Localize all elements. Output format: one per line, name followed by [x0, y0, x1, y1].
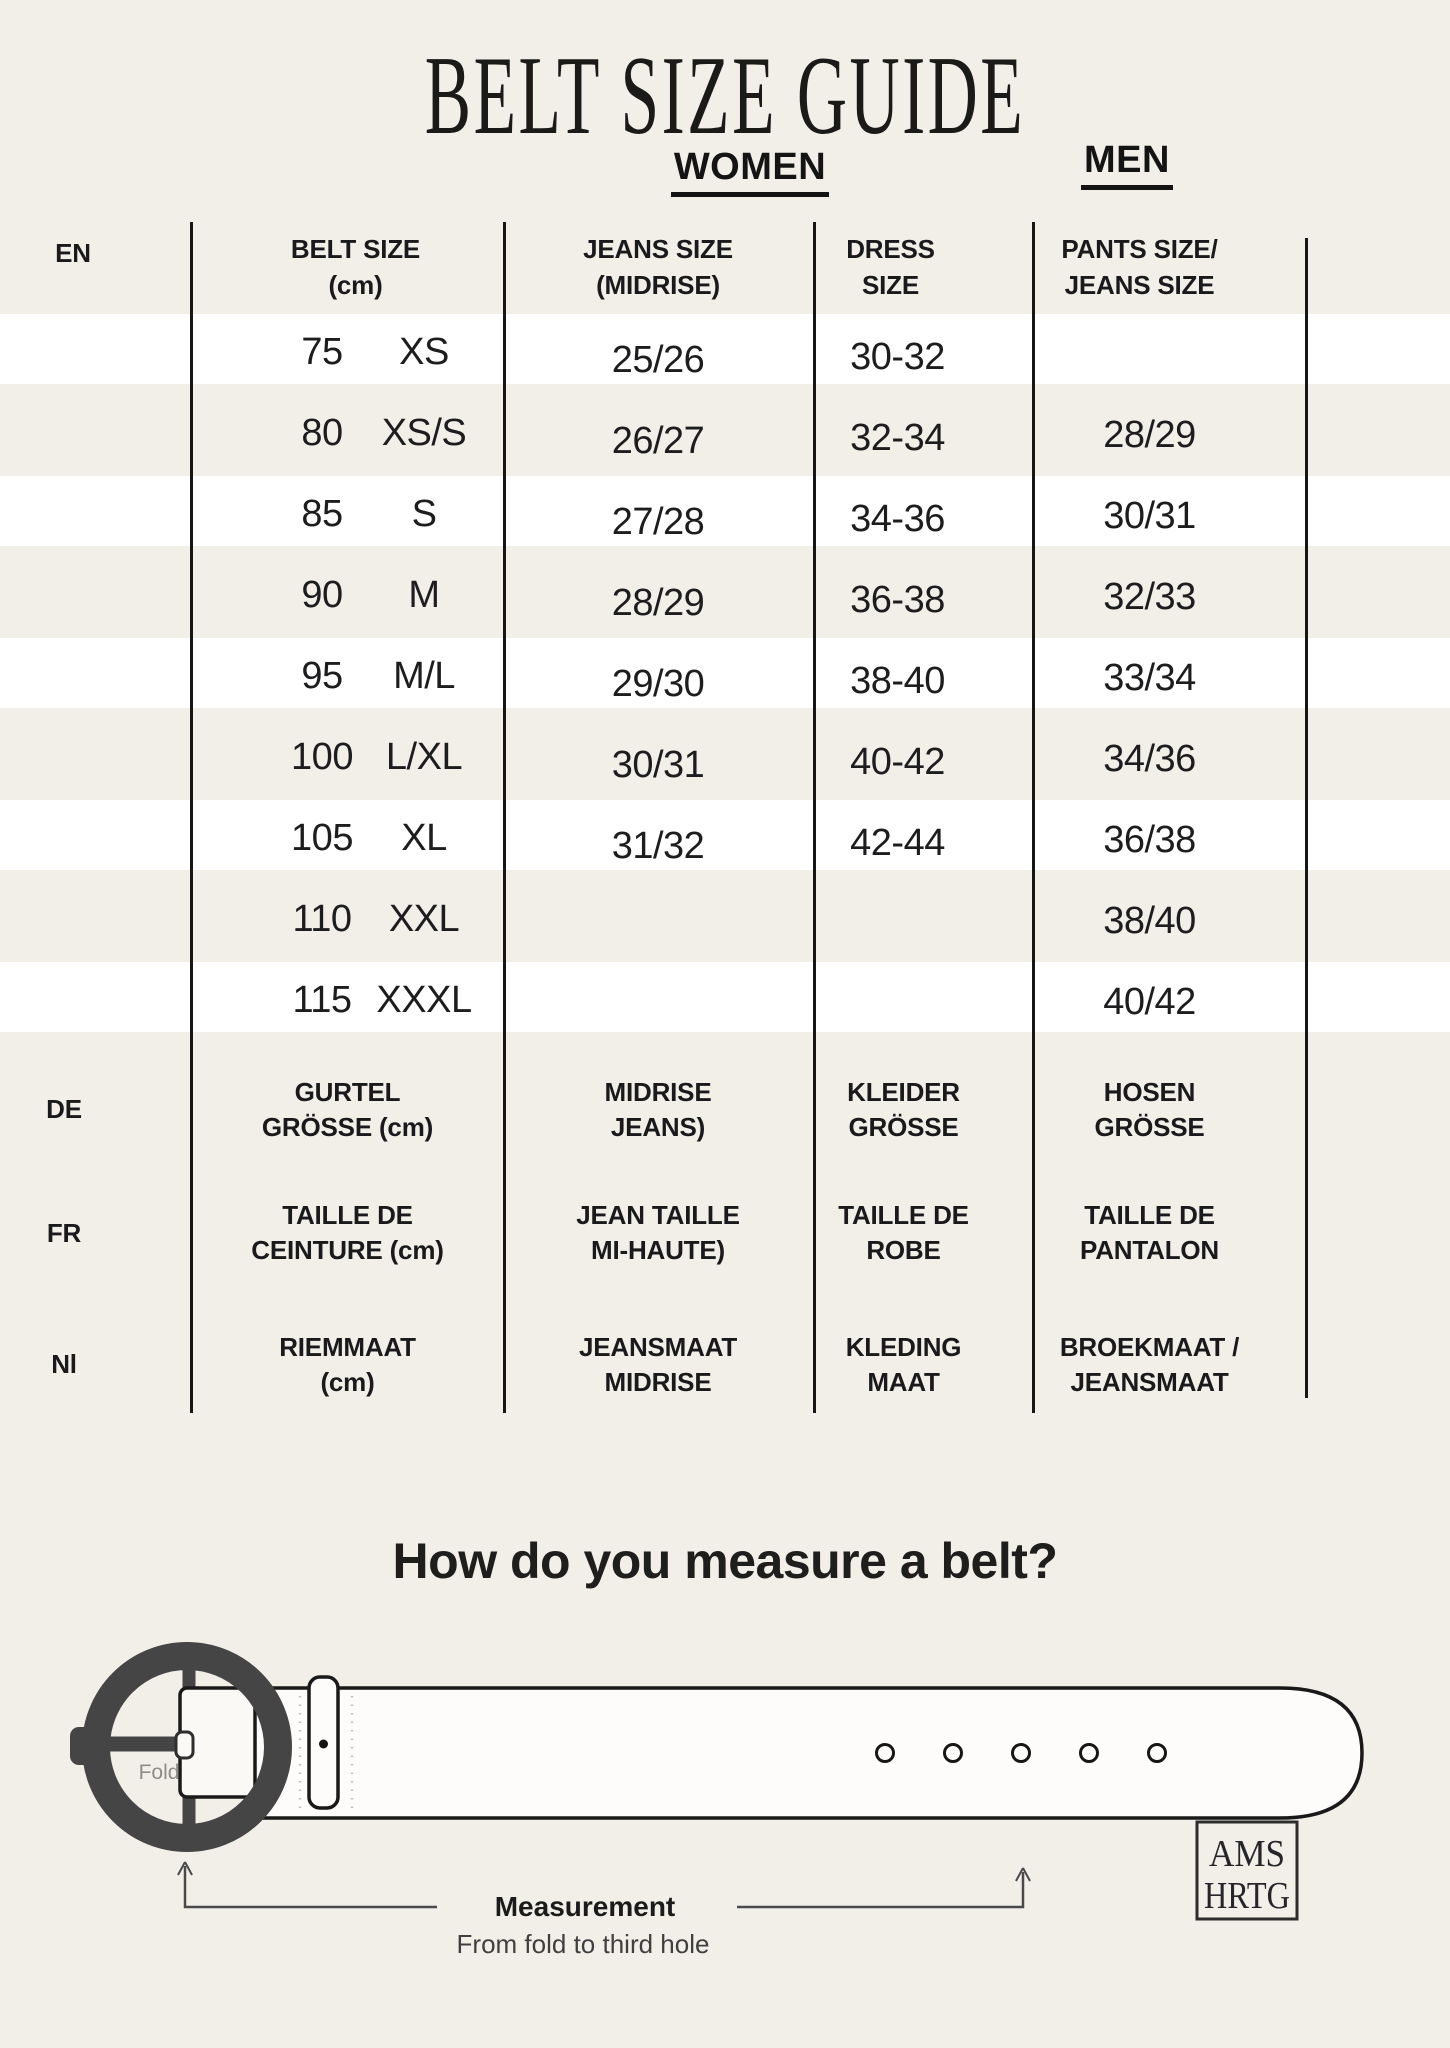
- cell-pants-size: [1032, 474, 1305, 555]
- cell-dress-size: [813, 879, 1032, 960]
- translation-dress: [813, 1290, 1032, 1413]
- dress-size-value: 42-44: [850, 822, 945, 864]
- table-row: [0, 717, 1450, 798]
- pants-size-value: 33/34: [1103, 657, 1196, 699]
- fold-label: Fold: [138, 1761, 180, 1784]
- translation-jeans: [503, 1290, 813, 1413]
- measurement-label: Measurement: [494, 1891, 676, 1922]
- translation-jeans-line: MI-HAUTE): [591, 1235, 725, 1265]
- translation-dress-line: MAAT: [867, 1366, 940, 1397]
- cell-end-spacer: [1305, 717, 1450, 798]
- translation-pants-line: TAILLE DE: [1084, 1200, 1215, 1230]
- belt-size-label: S: [411, 493, 437, 535]
- cell-belt-size: [192, 798, 503, 879]
- cell-belt-size: [192, 393, 503, 474]
- pants-size-value: 40/42: [1103, 981, 1196, 1023]
- translation-pants: [1032, 1290, 1305, 1413]
- jeans-size-value: 30/31: [611, 744, 705, 786]
- cell-belt-size: [192, 717, 503, 798]
- lang-label-de-line: DE: [46, 1094, 82, 1124]
- belt-size-cm: 100: [291, 736, 353, 778]
- pants-size-value: 36/38: [1103, 819, 1196, 861]
- translation-dress-line: TAILLE DE: [838, 1200, 969, 1230]
- translation-jeans-line: JEANS): [610, 1111, 706, 1142]
- table-row: [0, 960, 1450, 1041]
- belt-hole: [877, 1745, 894, 1762]
- cell-pants-size: [1032, 393, 1305, 474]
- translation-pants-line: GRÖSSE: [1094, 1111, 1205, 1142]
- dress-size-value: 32-34: [850, 417, 945, 459]
- brand-logo-line2: HRTG: [1204, 1875, 1290, 1917]
- belt-hole: [1081, 1745, 1098, 1762]
- cell-pants-size: [1032, 312, 1305, 393]
- table-body: [0, 312, 1450, 1041]
- translation-dress-line: KLEIDER: [847, 1076, 960, 1107]
- translation-spacer: [1305, 1168, 1450, 1290]
- table-row: [0, 636, 1450, 717]
- translation-belt-line: TAILLE DE: [282, 1200, 413, 1230]
- header-dress-size: DRESS SIZE: [846, 234, 935, 300]
- translation-pants: [1032, 1168, 1305, 1290]
- prong-tip: [176, 1732, 193, 1758]
- brand-logo-line1: AMS: [1209, 1833, 1285, 1875]
- cell-pants-size: [1032, 879, 1305, 960]
- cell-en-spacer: [0, 636, 192, 717]
- cell-en-spacer: [0, 393, 192, 474]
- lang-label-de: [0, 1041, 192, 1168]
- cell-dress-size: [813, 474, 1032, 555]
- dress-size-value: 30-32: [850, 336, 945, 378]
- cell-en-spacer: [0, 555, 192, 636]
- pants-size-value: 28/29: [1103, 414, 1196, 456]
- translation-dress-line: GRÖSSE: [848, 1111, 959, 1142]
- cell-dress-size: [813, 555, 1032, 636]
- cell-en-spacer: [0, 960, 192, 1041]
- belt-illustration: [0, 1620, 1450, 2048]
- translation-jeans: [503, 1168, 813, 1290]
- translation-belt-line: GURTEL: [294, 1076, 401, 1107]
- translation-dress-line: KLEDING: [845, 1331, 962, 1362]
- translation-jeans-line: JEAN TAILLE: [576, 1200, 740, 1230]
- translation-dress: [813, 1041, 1032, 1168]
- belt-hole: [945, 1745, 962, 1762]
- cell-belt-size: [192, 960, 503, 1041]
- belt-size-cm: 95: [301, 655, 343, 697]
- table-row: [0, 474, 1450, 555]
- dress-size-value: 40-42: [850, 741, 945, 783]
- cell-jeans-size: [503, 798, 813, 879]
- cell-jeans-size: [503, 393, 813, 474]
- lang-label-nl-line: Nl: [51, 1349, 77, 1379]
- jeans-size-value: 25/26: [611, 339, 705, 381]
- translation-jeans-line: MIDRISE: [604, 1076, 712, 1107]
- cell-en-spacer: [0, 798, 192, 879]
- pants-size-value: 32/33: [1103, 576, 1196, 618]
- table-row: [0, 879, 1450, 960]
- cell-dress-size: [813, 798, 1032, 879]
- header-belt-size: BELT SIZE (cm): [290, 234, 421, 300]
- cell-jeans-size: [503, 555, 813, 636]
- translation-belt-line: GRÖSSE (cm): [261, 1111, 434, 1142]
- cell-end-spacer: [1305, 393, 1450, 474]
- belt-strap: [252, 1688, 1362, 1818]
- cell-jeans-size: [503, 312, 813, 393]
- cell-end-spacer: [1305, 555, 1450, 636]
- table-row-de: [0, 1041, 1450, 1168]
- translation-pants-line: BROEKMAAT /: [1059, 1331, 1240, 1362]
- table-row: [0, 312, 1450, 393]
- keeper-hole: [319, 1740, 328, 1749]
- table-row: [0, 393, 1450, 474]
- cell-pants-size: [1032, 798, 1305, 879]
- header-jeans-size: JEANS SIZE (MIDRISE): [583, 234, 733, 300]
- translation-spacer: [1305, 1041, 1450, 1168]
- belt-size-cm: 85: [301, 493, 343, 535]
- belt-size-label: XXXL: [376, 979, 472, 1021]
- pants-size-value: 34/36: [1103, 738, 1196, 780]
- belt-size-cm: 80: [301, 412, 343, 454]
- cell-pants-size: [1032, 960, 1305, 1041]
- pants-size-value: 38/40: [1103, 900, 1196, 942]
- translation-pants: [1032, 1041, 1305, 1168]
- cell-en-spacer: [0, 474, 192, 555]
- size-table: [0, 222, 1450, 1413]
- cell-end-spacer: [1305, 879, 1450, 960]
- translation-belt-line: (cm): [320, 1366, 375, 1397]
- cell-en-spacer: [0, 312, 192, 393]
- translation-belt: [192, 1168, 503, 1290]
- cell-pants-size: [1032, 555, 1305, 636]
- cell-jeans-size: [503, 474, 813, 555]
- pants-size-value: 30/31: [1103, 495, 1196, 537]
- cell-dress-size: [813, 717, 1032, 798]
- women-column-header: WOMEN: [610, 146, 890, 197]
- belt-size-label: M: [408, 574, 440, 616]
- translation-spacer: [1305, 1290, 1450, 1413]
- belt-size-cm: 110: [292, 898, 352, 940]
- belt-hole: [1149, 1745, 1166, 1762]
- belt-size-label: XS: [399, 331, 449, 373]
- measurement-sub-label: From fold to third hole: [456, 1929, 710, 1959]
- translation-jeans: [503, 1041, 813, 1168]
- measure-line-right: [737, 1872, 1023, 1907]
- belt-size-label: XL: [401, 817, 447, 859]
- table-row: [0, 798, 1450, 879]
- cell-jeans-size: [503, 717, 813, 798]
- jeans-size-value: 31/32: [611, 825, 705, 867]
- table-row: [0, 555, 1450, 636]
- cell-end-spacer: [1305, 960, 1450, 1041]
- cell-end-spacer: [1305, 474, 1450, 555]
- jeans-size-value: 27/28: [611, 501, 705, 543]
- cell-belt-size: [192, 636, 503, 717]
- cell-belt-size: [192, 879, 503, 960]
- translation-pants-line: HOSEN: [1103, 1076, 1196, 1107]
- header-spacer: [1305, 222, 1450, 312]
- translation-belt: [192, 1290, 503, 1413]
- jeans-size-value: 28/29: [611, 582, 705, 624]
- cell-belt-size: [192, 555, 503, 636]
- belt-size-cm: 105: [291, 817, 353, 859]
- dress-size-value: 34-36: [850, 498, 945, 540]
- translation-belt: [192, 1041, 503, 1168]
- cell-end-spacer: [1305, 798, 1450, 879]
- cell-dress-size: [813, 636, 1032, 717]
- header-pants-size: PANTS SIZE/ JEANS SIZE: [1061, 234, 1218, 300]
- translation-pants-line: PANTALON: [1080, 1235, 1219, 1265]
- page-title: BELT SIZE GUIDE: [424, 34, 1026, 158]
- translation-dress: [813, 1168, 1032, 1290]
- cell-jeans-size: [503, 636, 813, 717]
- belt-size-cm: 115: [292, 979, 352, 1021]
- jeans-size-value: 29/30: [611, 663, 705, 705]
- table-row-fr: [0, 1168, 1450, 1290]
- measure-line-left: [185, 1866, 437, 1907]
- cell-en-spacer: [0, 717, 192, 798]
- cell-jeans-size: [503, 879, 813, 960]
- cell-en-spacer: [0, 879, 192, 960]
- translation-belt-line: RIEMMAAT: [279, 1331, 416, 1362]
- cell-pants-size: [1032, 717, 1305, 798]
- translation-dress-line: ROBE: [866, 1235, 941, 1265]
- cell-dress-size: [813, 312, 1032, 393]
- belt-hole: [1013, 1745, 1030, 1762]
- cell-end-spacer: [1305, 312, 1450, 393]
- belt-size-label: XXL: [388, 898, 460, 940]
- lang-label-en: EN: [55, 238, 91, 268]
- lang-label-fr: [0, 1168, 192, 1290]
- belt-size-cm: 75: [301, 331, 343, 373]
- belt-size-label: L/XL: [385, 736, 463, 778]
- measure-section-heading: How do you measure a belt?: [392, 1533, 1058, 1589]
- dress-size-value: 36-38: [850, 579, 945, 621]
- lang-label-fr-line: FR: [46, 1217, 82, 1248]
- jeans-size-value: 26/27: [611, 420, 705, 462]
- dress-size-value: 38-40: [850, 660, 945, 702]
- lang-label-nl: [0, 1290, 192, 1413]
- table-row-nl: [0, 1290, 1450, 1413]
- translation-pants-line: JEANSMAAT: [1070, 1366, 1229, 1397]
- translation-jeans-line: JEANSMAAT: [578, 1331, 738, 1362]
- translation-jeans-line: MIDRISE: [604, 1366, 712, 1397]
- cell-dress-size: [813, 393, 1032, 474]
- translation-belt-line: CEINTURE (cm): [251, 1235, 444, 1265]
- belt-size-cm: 90: [301, 574, 343, 616]
- cell-belt-size: [192, 312, 503, 393]
- cell-end-spacer: [1305, 636, 1450, 717]
- cell-belt-size: [192, 474, 503, 555]
- men-column-header: MEN: [1027, 139, 1227, 190]
- cell-jeans-size: [503, 960, 813, 1041]
- table-header-row: [0, 222, 1450, 312]
- belt-size-label: XS/S: [381, 412, 467, 454]
- cell-dress-size: [813, 960, 1032, 1041]
- cell-pants-size: [1032, 636, 1305, 717]
- belt-size-label: M/L: [393, 655, 455, 697]
